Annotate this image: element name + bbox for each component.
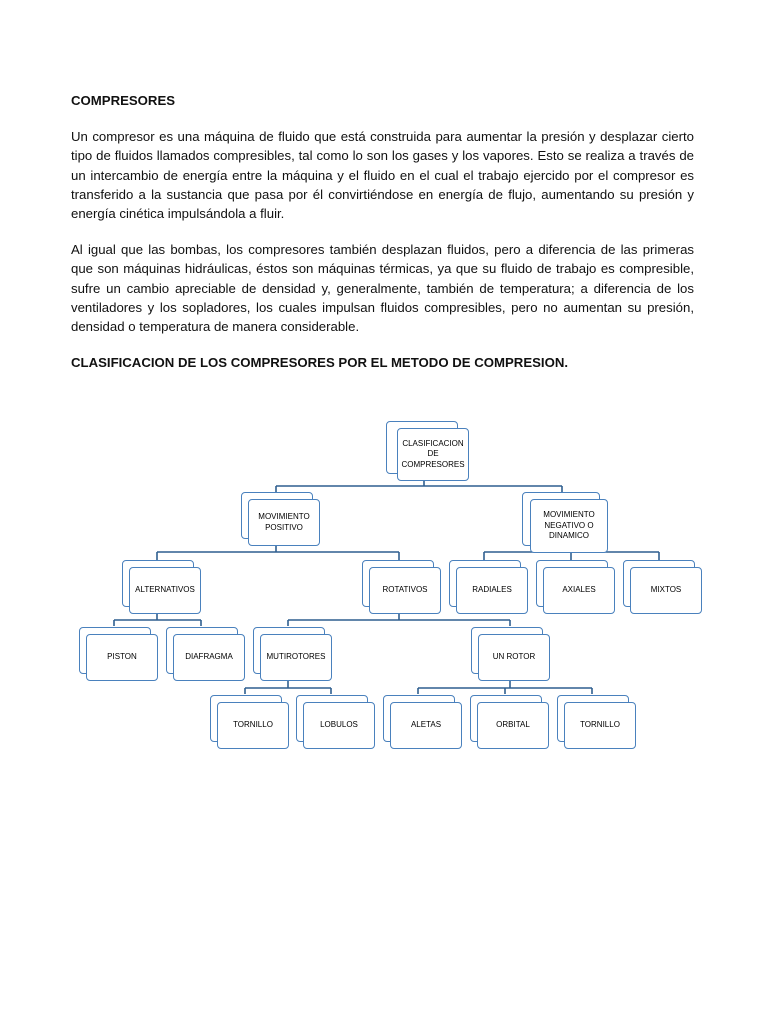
node-orbital — [477, 702, 549, 749]
node-un-rotor — [478, 634, 550, 681]
node-lobulos — [303, 702, 375, 749]
node-root-label: CLASIFICACION DE COMPRESORES — [401, 438, 465, 469]
node-mixtos-label: MIXTOS — [650, 585, 682, 595]
node-rotativos — [369, 567, 441, 614]
node-axiales-label: AXIALES — [562, 585, 596, 595]
node-tornillo2-label: TORNILLO — [580, 720, 620, 730]
node-radiales-label: RADIALES — [472, 585, 512, 595]
document-title: COMPRESORES — [71, 93, 176, 108]
node-diafragma — [173, 634, 245, 681]
node-radiales — [456, 567, 528, 614]
node-piston-label: PISTON — [107, 652, 137, 662]
node-tornillo-unrotor — [564, 702, 636, 749]
node-positivo-label: MOVIMIENTO POSITIVO — [258, 512, 310, 532]
node-tornillo-multirotor — [217, 702, 289, 749]
node-negativo-label: MOVIMIENTO NEGATIVO O DINAMICO — [543, 510, 595, 541]
section-subtitle: CLASIFICACION DE LOS COMPRESORES POR EL METODO DE COMPRESION. — [71, 355, 569, 370]
node-mutirotores — [260, 634, 332, 681]
node-piston — [86, 634, 158, 681]
node-rotativos-label: ROTATIVOS — [382, 585, 428, 595]
node-lobulos-label: LOBULOS — [320, 720, 358, 730]
node-alternativos-label: ALTERNATIVOS — [135, 585, 195, 595]
node-axiales — [543, 567, 615, 614]
node-orbital-label: ORBITAL — [496, 720, 530, 730]
node-unrotor-label: UN ROTOR — [492, 652, 536, 662]
node-diafragma-label: DIAFRAGMA — [185, 652, 233, 662]
node-tornillo1-label: TORNILLO — [233, 720, 273, 730]
node-mutirotores-label: MUTIROTORES — [266, 652, 326, 662]
node-movimiento-positivo — [248, 499, 320, 546]
node-aletas-label: ALETAS — [410, 720, 442, 730]
node-alternativos — [129, 567, 201, 614]
node-mixtos — [630, 567, 702, 614]
node-aletas — [390, 702, 462, 749]
paragraph-comparison: Al igual que las bombas, los compresores también desplazan fluidos, pero a diferencia de las primeras que son máquinas hidráulicas, éstos son máquinas térmicas, ya que su fluido de trabajo es compresible, sufre un cambio apreciable de densidad y, generalmente, también de temperatura; a diferencia de los ventiladores y los sopladores, los cuales impulsan fluidos compresibles, pero no aumentan su presión, densidad o temperatura de manera considerable. — [71, 242, 694, 335]
node-clasificacion-de-compresores — [397, 428, 469, 481]
paragraph-definition: Un compresor es una máquina de fluido que está construida para aumentar la presión y desplazar cierto tipo de fluidos llamados compresibles, tal como lo son los gases y los vapores. Esto se realiza a través de un intercambio de energía entre la máquina y el fluido en el cual el trabajo ejercido por el compresor es transferido a la sustancia que pasa por él convirtiéndose en energía de flujo, aumentando su presión y energía cinética impulsándola a fluir. — [71, 129, 694, 222]
node-movimiento-negativo — [530, 499, 608, 553]
